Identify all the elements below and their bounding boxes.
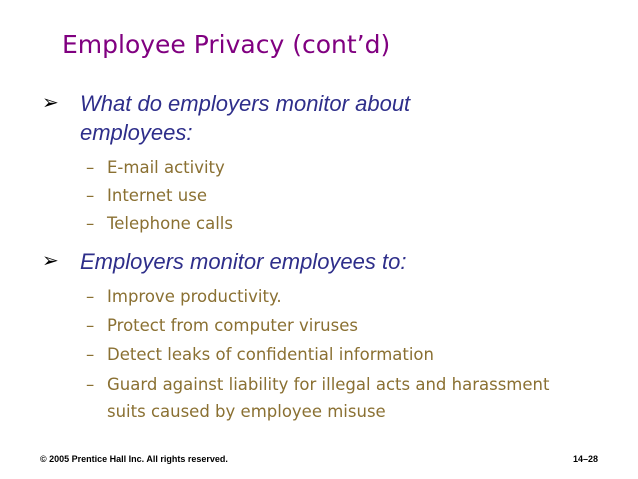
arrow-bullet-icon: ➢ xyxy=(42,92,59,114)
dash-marker: – xyxy=(86,287,95,306)
arrow-bullet-icon: ➢ xyxy=(42,250,59,272)
sub-item xyxy=(86,154,225,181)
dash-marker: – xyxy=(86,375,95,394)
sub-item-text: Detect leaks of confidential information xyxy=(107,345,434,364)
sub-item-text: Internet use xyxy=(107,186,207,205)
sub-item-text: Protect from computer viruses xyxy=(107,316,358,335)
dash-marker: – xyxy=(86,345,95,364)
sub-item xyxy=(86,210,233,237)
dash-marker: – xyxy=(86,158,95,177)
sub-item-text: Telephone calls xyxy=(107,214,233,233)
bullet-item xyxy=(42,89,472,147)
bullet-text: What do employers monitor about employees: xyxy=(80,91,411,145)
sub-item-text: Improve productivity. xyxy=(107,287,282,306)
sub-item xyxy=(86,182,207,209)
sub-item xyxy=(86,341,434,368)
bullet-text: Employers monitor employees to: xyxy=(80,249,407,274)
footer-page-number: 14–28 xyxy=(572,454,598,464)
dash-marker: – xyxy=(86,186,95,205)
sub-item-text: Guard against liability for illegal acts and harassment suits caused by employee misuse xyxy=(107,375,550,421)
sub-item xyxy=(86,283,282,310)
dash-marker: – xyxy=(86,214,95,233)
slide-title: Employee Privacy (cont’d) xyxy=(62,30,391,59)
dash-marker: – xyxy=(86,316,95,335)
sub-item xyxy=(86,371,556,425)
footer-copyright: © 2005 Prentice Hall Inc. All rights reserved. xyxy=(40,454,228,464)
bullet-item xyxy=(42,247,502,276)
sub-item xyxy=(86,312,358,339)
sub-item-text: E-mail activity xyxy=(107,158,225,177)
